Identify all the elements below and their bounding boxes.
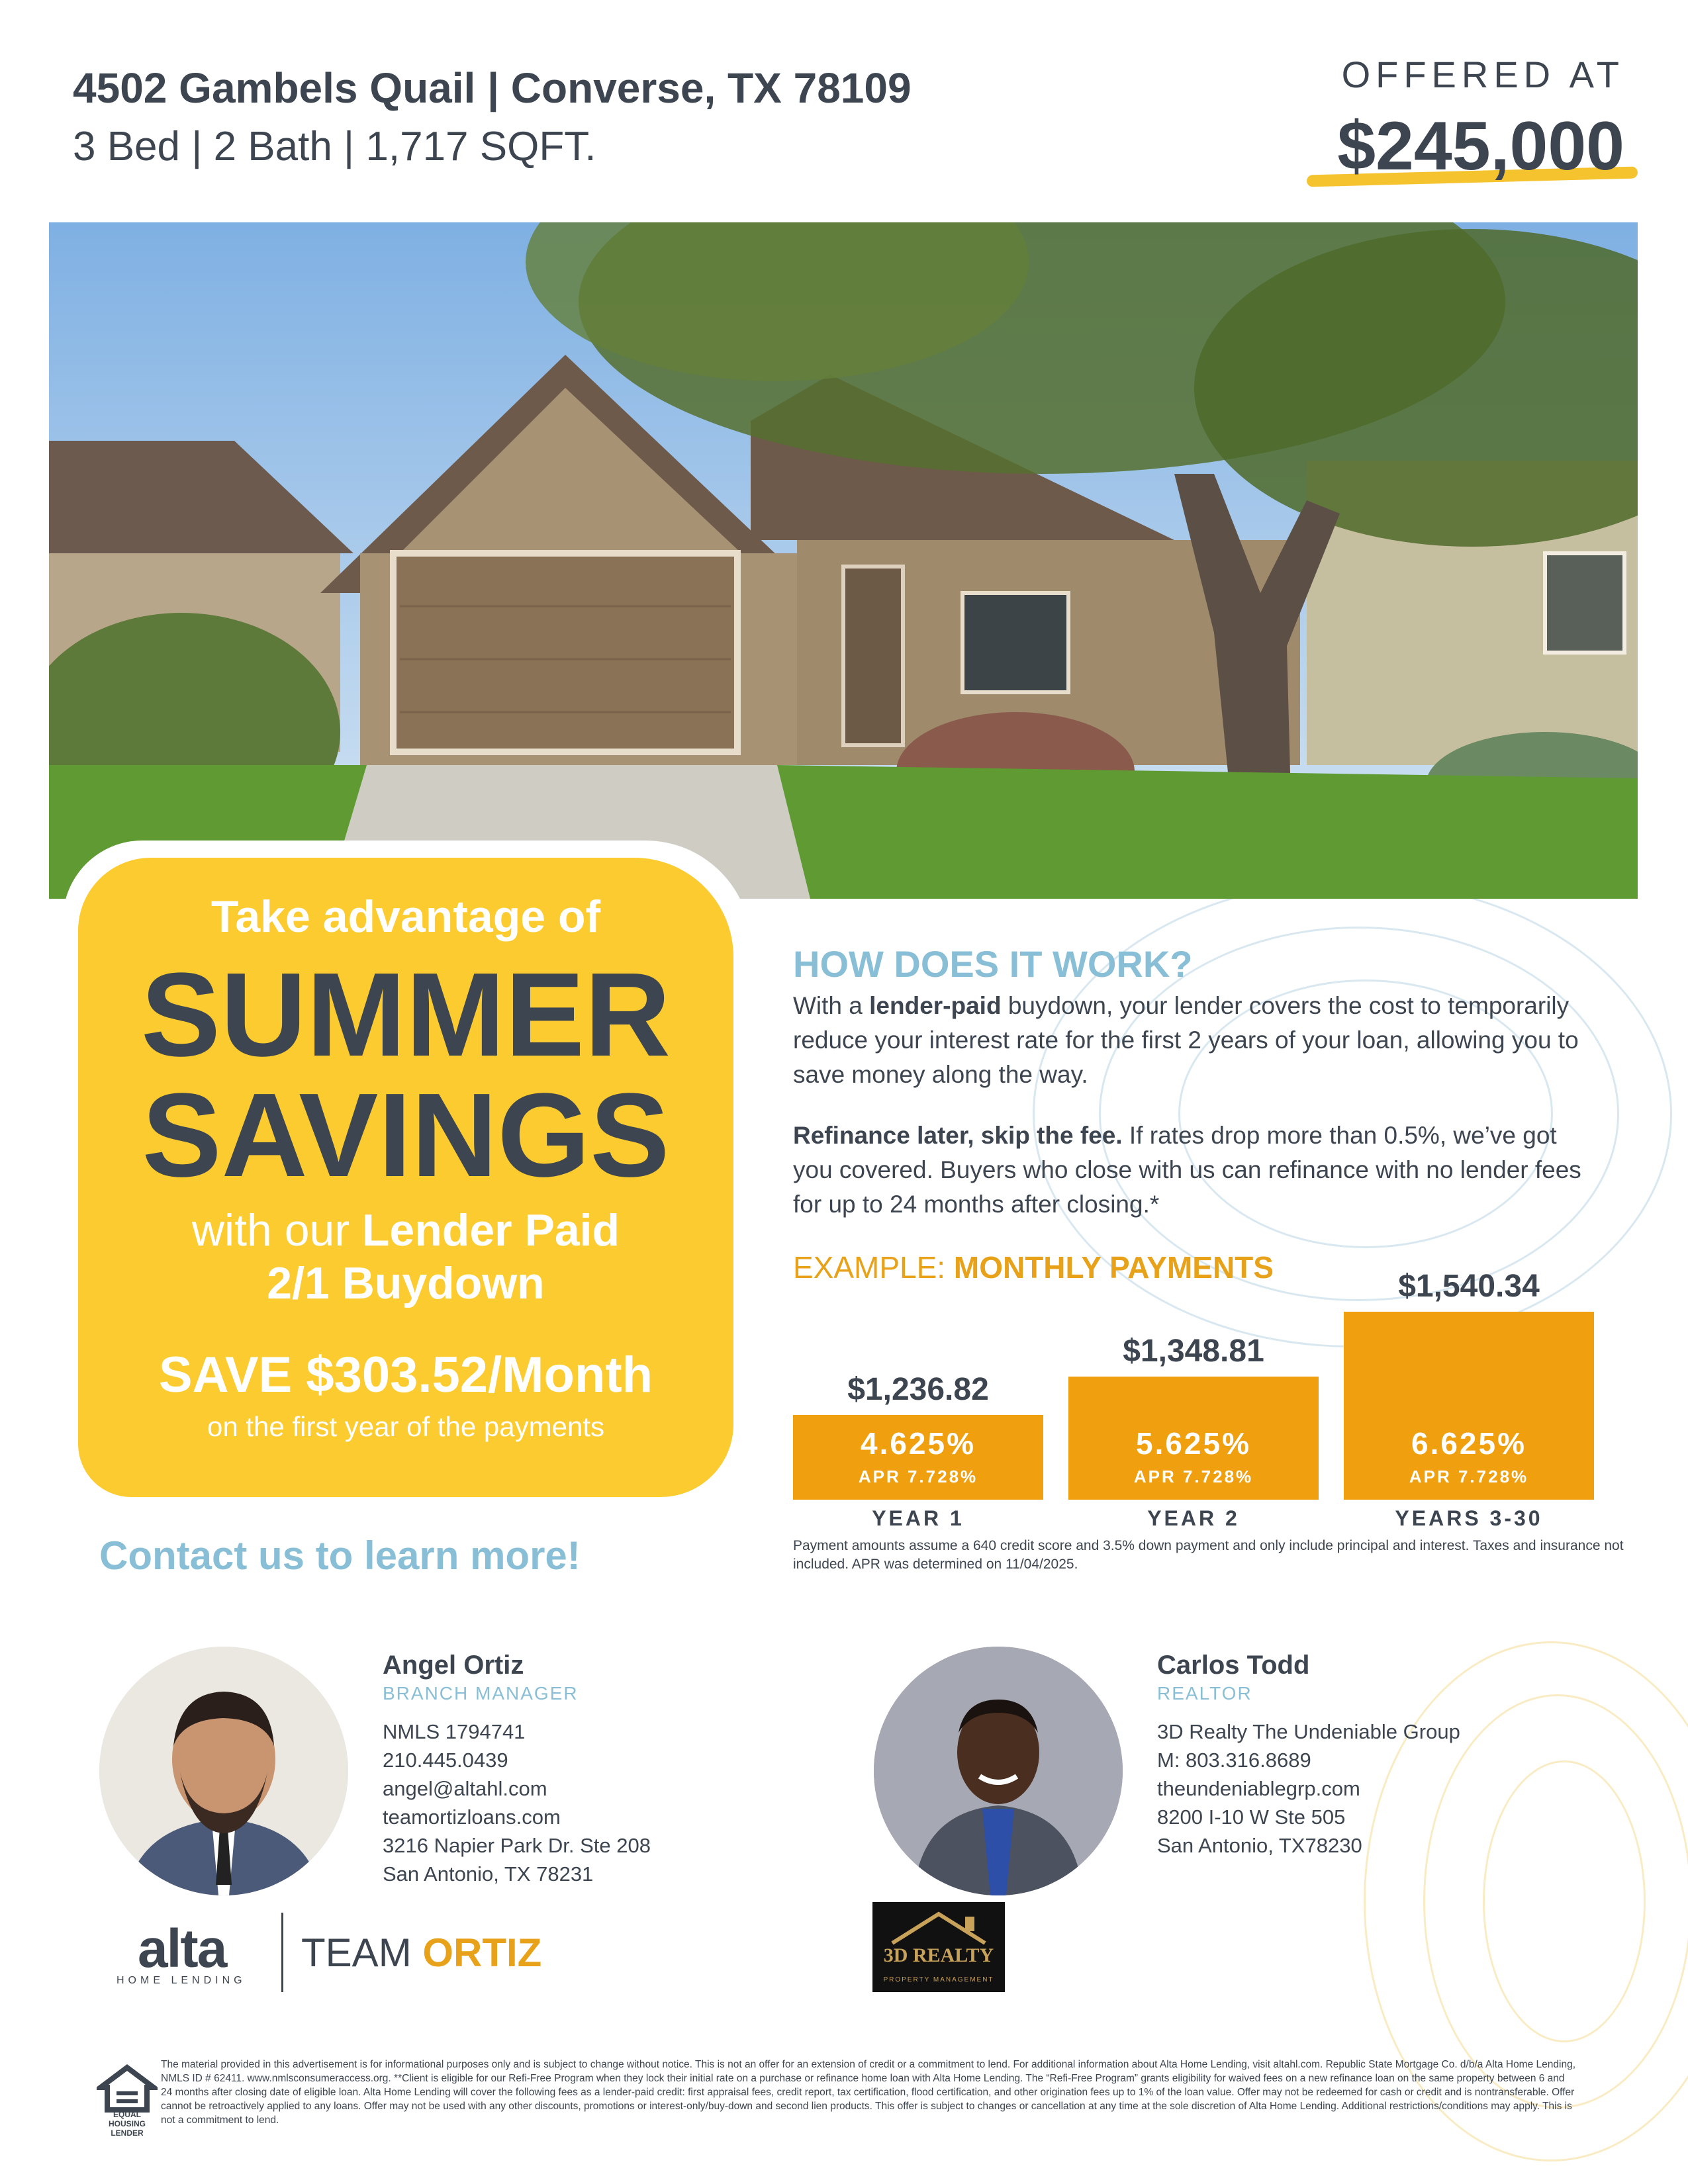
contact-cta: Contact us to learn more! — [99, 1533, 581, 1578]
house-roof-icon — [872, 1902, 1005, 1948]
payment-disclaimer: Payment amounts assume a 640 credit score and 3.5% down payment and only include principal and interest. Taxes and insurance not included. APR was determined on 11/04/2025. — [793, 1538, 1624, 1572]
promo-subline-prefix: with our — [191, 1205, 362, 1255]
angel-ortiz-avatar — [99, 1647, 348, 1895]
summer-savings-panel — [78, 858, 733, 1497]
property-specs: 3 Bed | 2 Bath | 1,717 SQFT. — [73, 124, 596, 169]
bar-rate-label: 4.625% — [860, 1426, 976, 1461]
legal-disclaimer: The material provided in this advertisement is for informational purposes only and is subject to change without notice. This is not an offer for an extension of credit or a commitment to lend. For additional information about Alta Home Lending, visit altahl.com. Republic State Mortgage Co. d/b/a Alta Home Lending, NMLS ID # 62411. www.nmlsconsumeraccess.org. **Client is eligible for our Refi-Free Program when they lock their initial rate on a purchase or refinance home loan with Alta Home Lending. The “Refi-Free Program” grants eligibility for waived fees on a new refinance loan on the same property between 6 and 24 months after closing date of eligible loan. Alta Home Lending will cover the following fees as a lender-paid credit: first appraisal fees, credit report, tax certification, flood certification, and other origination fees up to 1% of the loan value. Offer may not be redeemed for cash or credit and is nontransferable. Offer cannot be retroactively applied to any loans. Offer may not be used with any other discounts, promotions or interest-only/buy-down and second lien products. This offer is subject to changes or cancellation at any time at the sole discretion of Alta Home Lending. Additional restrictions/conditions may apply. This is not a commitment to lend. — [161, 2059, 1575, 2126]
payment-bar — [1068, 1377, 1319, 1500]
person-portrait-icon — [874, 1647, 1123, 1895]
promo-subline — [78, 1205, 733, 1256]
payment-bar — [1344, 1312, 1594, 1500]
person-portrait-icon — [99, 1647, 348, 1895]
carlos-todd-avatar — [874, 1647, 1123, 1895]
bar-value-label: $1,348.81 — [1123, 1334, 1264, 1369]
topo-line — [1483, 1760, 1646, 2042]
promo-headline-1: SUMMER — [141, 948, 671, 1081]
team-ortiz-logo — [301, 1930, 541, 1976]
listing-price: $245,000 — [1337, 108, 1624, 185]
agent-1-role: BRANCH MANAGER — [383, 1683, 579, 1704]
monthly-payment-chart — [793, 1269, 1594, 1535]
payment-bar — [793, 1415, 1043, 1500]
how-paragraph-1 — [793, 989, 1587, 1092]
promo-savings-note: on the first year of the payments — [207, 1411, 604, 1442]
agent-1-address-line-2: San Antonio, TX 78231 — [383, 1862, 594, 1886]
team-logo-prefix: TEAM — [301, 1931, 423, 1975]
agent-2-website[interactable]: theundeniablegrp.com — [1157, 1777, 1360, 1800]
promo-headline-2: SAVINGS — [142, 1069, 670, 1202]
logo-divider — [281, 1913, 283, 1992]
alta-logo: alta — [138, 1919, 226, 1979]
how-p2-text: If rates drop more than 0.5%, we’ve got you covered. Buyers who close with us can refinance with no lender fees for up to 24 months after closing.* — [793, 1122, 1581, 1218]
3d-realty-logo — [872, 1902, 1005, 1992]
agent-2-address-line-1: 8200 I-10 W Ste 505 — [1157, 1805, 1346, 1829]
house-photo — [49, 222, 1638, 899]
agent-2-phone[interactable]: M: 803.316.8689 — [1157, 1749, 1311, 1772]
bar-category-label: YEARS 3-30 — [1395, 1506, 1543, 1530]
equal-housing-label: EQUAL HOUSING LENDER — [108, 2110, 146, 2138]
promo-savings: SAVE $303.52/Month — [158, 1347, 653, 1403]
agent-1-email[interactable]: angel@altahl.com — [383, 1777, 547, 1800]
how-p1-bold: lender-paid — [869, 992, 1002, 1019]
bar-rate-label: 5.625% — [1135, 1426, 1251, 1461]
example-label: EXAMPLE: — [793, 1250, 954, 1285]
agent-1-address-line-1: 3216 Napier Park Dr. Ste 208 — [383, 1834, 651, 1857]
how-p1-text: With a — [793, 992, 870, 1019]
team-logo-bold: ORTIZ — [422, 1931, 542, 1975]
agent-2-name: Carlos Todd — [1157, 1651, 1310, 1680]
bar-category-label: YEAR 2 — [1147, 1506, 1240, 1530]
3d-realty-subtitle: PROPERTY MANAGEMENT — [883, 1976, 994, 1983]
agent-1-nmls: NMLS 1794741 — [383, 1720, 526, 1743]
agent-1-phone[interactable]: 210.445.0439 — [383, 1749, 508, 1772]
how-paragraph-2 — [793, 1118, 1587, 1222]
how-p1-text-2: buydown, your lender covers the cost to temporarily reduce your interest rate for the first 2 years of your loan, allowing you to save money along the way. — [793, 992, 1579, 1088]
agent-1-name: Angel Ortiz — [383, 1651, 524, 1680]
offered-at-label: OFFERED AT — [1341, 54, 1624, 95]
agent-1-website[interactable]: teamortizloans.com — [383, 1805, 561, 1829]
bar-rate-label: 6.625% — [1411, 1426, 1526, 1461]
bar-value-label: $1,236.82 — [847, 1372, 989, 1407]
bar-apr-label: APR 7.728% — [1409, 1467, 1529, 1486]
agent-2-company: 3D Realty The Undeniable Group — [1157, 1720, 1460, 1743]
agent-2-address-line-2: San Antonio, TX78230 — [1157, 1834, 1362, 1857]
agent-2-role: REALTOR — [1157, 1683, 1252, 1704]
example-label-bold: MONTHLY PAYMENTS — [953, 1250, 1274, 1285]
bar-category-label: YEAR 1 — [872, 1506, 964, 1530]
promo-subline-bold: Lender Paid — [361, 1205, 620, 1255]
how-it-works-heading: HOW DOES IT WORK? — [793, 943, 1193, 985]
promo-intro: Take advantage of — [211, 891, 601, 942]
3d-realty-name: 3D REALTY — [883, 1944, 994, 1966]
bar-apr-label: APR 7.728% — [858, 1467, 978, 1486]
property-address: 4502 Gambels Quail | Converse, TX 78109 — [73, 64, 912, 112]
promo-buydown: 2/1 Buydown — [267, 1258, 545, 1308]
house-illustration — [49, 222, 1638, 899]
alta-logo-subtitle: HOME LENDING — [117, 1975, 246, 1986]
how-p2-bold: Refinance later, skip the fee. — [793, 1122, 1123, 1149]
bar-apr-label: APR 7.728% — [1133, 1466, 1254, 1486]
bar-value-label: $1,540.34 — [1398, 1269, 1540, 1304]
